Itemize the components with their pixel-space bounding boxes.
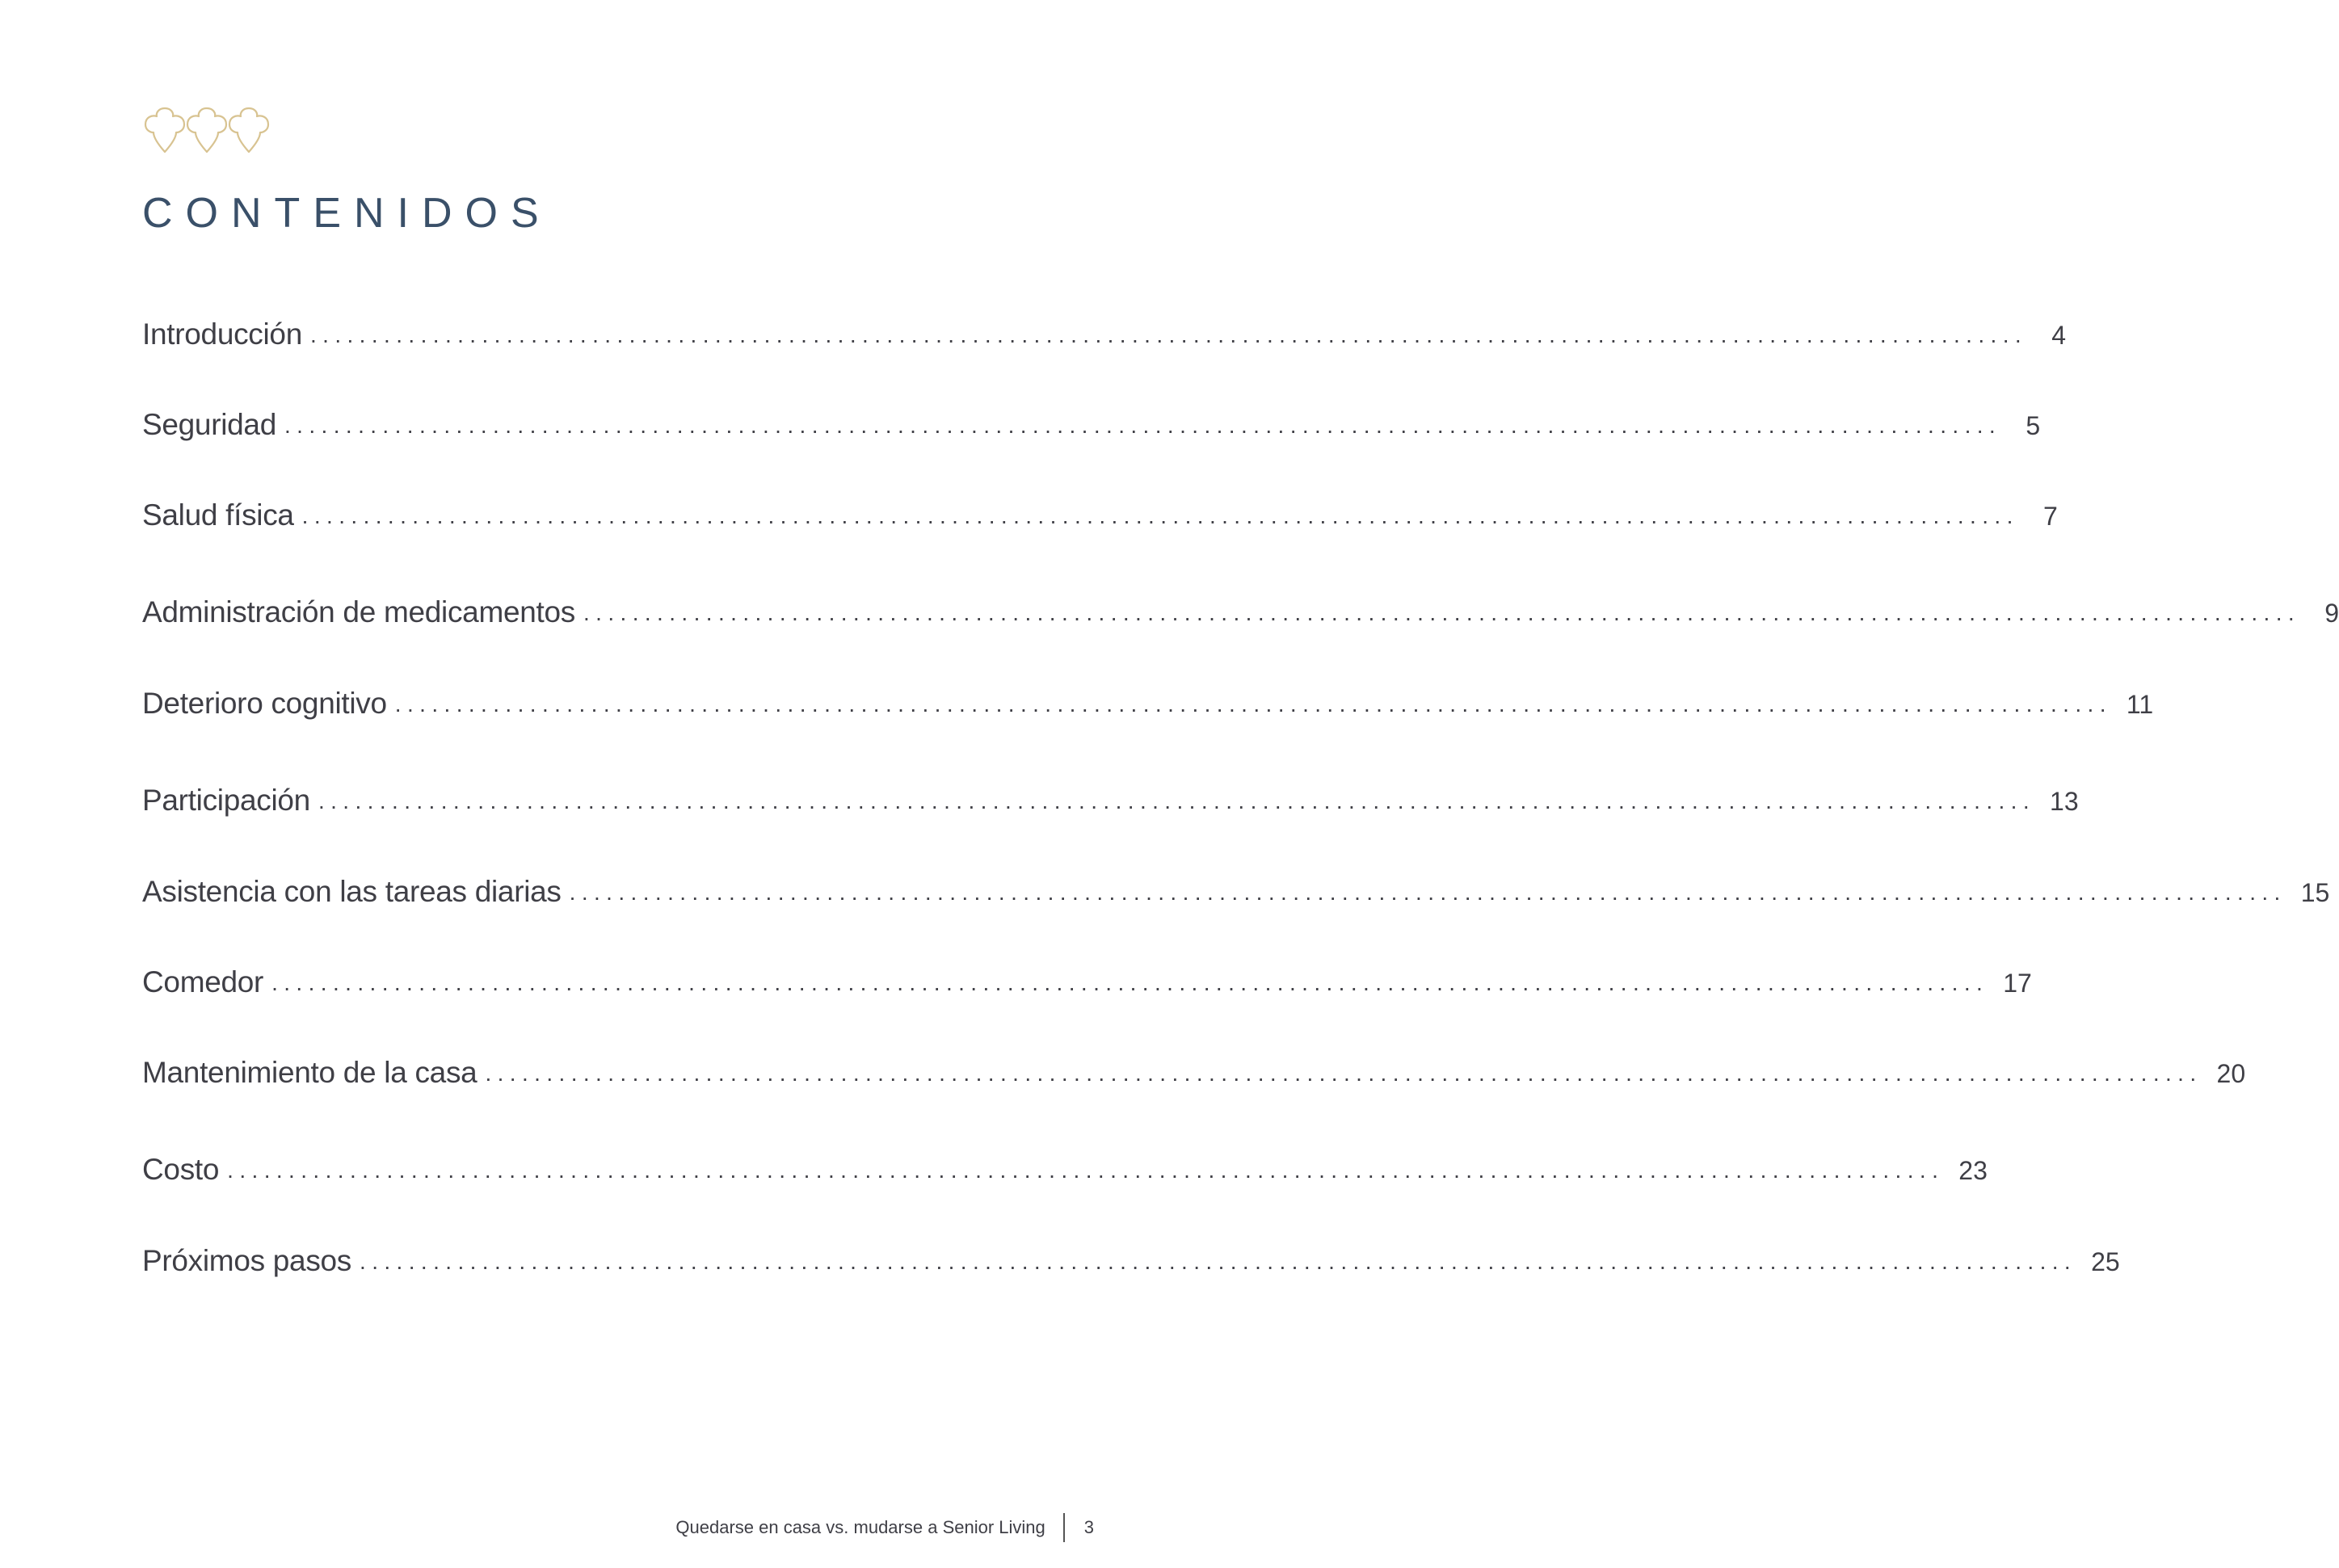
- footer-divider: [1063, 1513, 1065, 1542]
- toc-entry-label: Participación: [142, 784, 310, 817]
- toc-entry-page-number: 9: [2324, 599, 2339, 628]
- toc-entry-salud-fisica[interactable]: [142, 491, 2058, 540]
- toc-entry-label: Administración de medicamentos: [142, 595, 575, 628]
- toc-entry-administracion-medicamentos[interactable]: [142, 588, 2339, 637]
- toc-entry-mantenimiento-casa[interactable]: [142, 1049, 2246, 1097]
- toc-entry-page-number: 15: [2300, 878, 2330, 907]
- toc-entry-seguridad[interactable]: [142, 401, 2041, 449]
- toc-entry-label: Salud física: [142, 498, 294, 532]
- toc-entry-page-number: 7: [2042, 502, 2058, 531]
- toc-entry-introduccion[interactable]: [142, 310, 2067, 359]
- toc-entry-page-number: 25: [2091, 1247, 2120, 1276]
- toc-dot-leader: ............................................................................................................................................: [301, 503, 2019, 528]
- toc-entry-page-number: 4: [2051, 321, 2067, 350]
- toc-dot-leader: ............................................................................................................................................: [227, 1158, 1945, 1183]
- page-title: CONTENIDOS: [142, 190, 552, 237]
- toc-entry-label: Mantenimiento de la casa: [142, 1056, 477, 1089]
- toc-entry-page-number: 13: [2050, 787, 2079, 816]
- toc-entry-label: Costo: [142, 1153, 220, 1186]
- footer-document-title: Quedarse en casa vs. mudarse a Senior Living: [675, 1517, 1045, 1537]
- toc-entry-page-number: 23: [1958, 1156, 1988, 1185]
- toc-dot-leader: ............................................................................................................................................: [309, 322, 2028, 347]
- footer-page-number: 3: [1083, 1517, 1094, 1537]
- page-footer: [675, 1513, 1094, 1542]
- toc-dot-leader: ............................................................................................................................................: [569, 880, 2286, 905]
- toc-entry-asistencia-tareas[interactable]: [142, 868, 2330, 916]
- toc-entry-page-number: 17: [2003, 969, 2032, 998]
- toc-entry-label: Comedor: [142, 965, 264, 998]
- toc-entry-costo[interactable]: [142, 1146, 1988, 1194]
- toc-dot-leader: ............................................................................................................................................: [360, 1249, 2077, 1274]
- toc-entry-page-number: 20: [2216, 1059, 2246, 1088]
- toc-dot-leader: ............................................................................................................................................: [284, 413, 2002, 438]
- toc-entry-proximos-pasos[interactable]: [142, 1237, 2120, 1285]
- toc-entry-label: Asistencia con las tareas diarias: [142, 875, 562, 908]
- toc-dot-leader: ............................................................................................................................................: [271, 970, 1989, 995]
- toc-entry-participacion[interactable]: [142, 776, 2079, 825]
- toc-entry-deterioro-cognitivo[interactable]: [142, 679, 2154, 728]
- toc-dot-leader: ............................................................................................................................................: [485, 1061, 2202, 1086]
- toc-dot-leader: ............................................................................................................................................: [318, 788, 2036, 813]
- toc-entry-label: Introducción: [142, 317, 302, 351]
- toc-entry-label: Próximos pasos: [142, 1244, 352, 1277]
- toc-entry-page-number: 11: [2126, 690, 2154, 719]
- table-of-contents: [142, 0, 2339, 1373]
- toc-dot-leader: ............................................................................................................................................: [394, 692, 2112, 717]
- toc-entry-label: Seguridad: [142, 408, 276, 441]
- toc-entry-page-number: 5: [2026, 411, 2041, 440]
- toc-entry-label: Deterioro cognitivo: [142, 687, 387, 720]
- toc-entry-comedor[interactable]: [142, 958, 2032, 1007]
- toc-dot-leader: ............................................................................................................................................: [583, 600, 2301, 625]
